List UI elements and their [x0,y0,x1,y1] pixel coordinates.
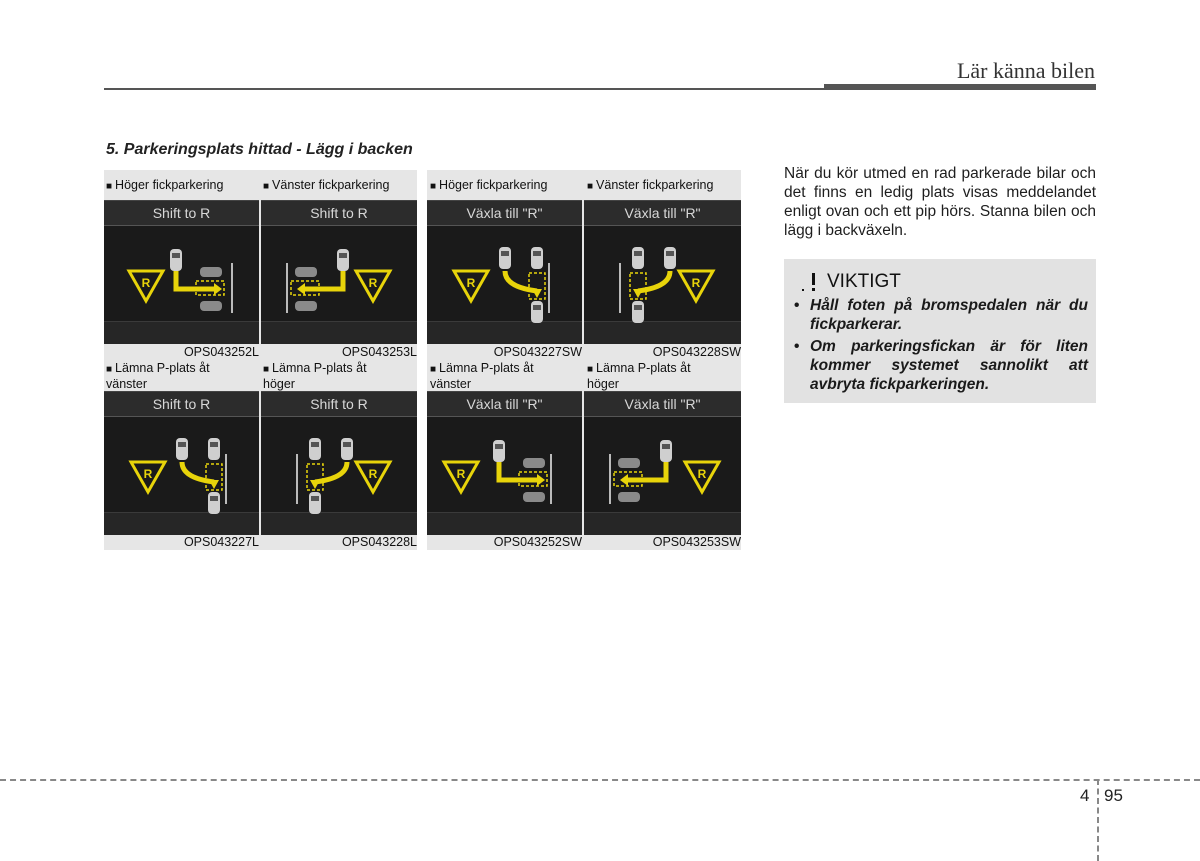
parking-guide-graphic [584,392,741,535]
figure-code: OPS043227SW [493,345,582,359]
display-screen [261,200,417,344]
screen-message: Växla till "R" [466,396,543,412]
screen-message: Växla till "R" [624,396,701,412]
screen-message: Växla till "R" [466,205,543,221]
screen-message: Växla till "R" [624,205,701,221]
warning-list [792,296,1088,397]
figure-code: OPS043252L [183,345,259,359]
parking-guide-graphic [427,201,582,344]
screen-message: Shift to R [310,396,368,412]
figure-code: OPS043227L [183,535,259,549]
warning-item: • Om parkeringsfickan är för liten kommer systemet sannolikt att avbryta fickparkeringen. [794,338,1088,393]
warning-box [784,259,1096,403]
panel-caption: ■ Höger fickparkering [106,178,224,192]
page-number: 95 [1104,786,1123,805]
header-rule [104,88,1096,90]
parking-guide-graphic [427,392,582,535]
footer-rule [0,779,1200,781]
screen-message: Shift to R [310,205,368,221]
parking-guide-graphic [104,392,259,535]
svg-text:R: R [143,467,153,481]
display-screen [427,391,582,535]
figure-code: OPS043253L [341,345,417,359]
warning-heading: VIKTIGT [827,271,901,292]
figure-code: OPS043253SW [652,535,741,549]
svg-text:R: R [368,467,378,481]
parking-guide-graphic [261,392,417,535]
screen-message: Shift to R [152,396,211,412]
display-screen [584,200,741,344]
panel-caption: ■ Lämna P-plats åt höger [263,361,367,391]
svg-text:R: R [368,276,378,290]
display-screen [104,391,259,535]
display-screen [261,391,417,535]
figure-code: OPS043228L [341,535,417,549]
panel-caption: ■ Lämna P-plats åt vänster [430,361,534,391]
figure-code: OPS043228SW [652,345,741,359]
panel-caption: ■ Lämna P-plats åt höger [587,361,691,391]
panel-caption: ■ Vänster fickparkering [587,178,714,192]
display-screen [427,200,582,344]
body-paragraph: När du kör utmed en rad parkerade bilar och det finns en ledig plats visas meddelandet enligt ovan och ett pip hörs. Stanna bilen och lägg i backväxeln. [784,165,1096,239]
panel-caption: ■ Vänster fickparkering [263,178,390,192]
figure-code: OPS043252SW [493,535,582,549]
footer-divider [1097,779,1099,861]
warning-item: • Håll foten på bromspedalen när du fickparkerar. [794,297,1088,333]
svg-text:R: R [466,276,476,290]
warning-icon [798,271,820,293]
panel-caption: ■ Höger fickparkering [430,178,548,192]
svg-text:R: R [697,467,707,481]
screen-message: Shift to R [152,205,211,221]
svg-text:R: R [691,276,701,290]
svg-text:R: R [141,276,151,290]
panel-caption: ■ Lämna P-plats åt vänster [106,361,210,391]
display-screen [104,200,259,344]
chapter-title: Lär känna bilen [956,58,1095,83]
section-title: 5. Parkeringsplats hittad - Lägg i backen [106,141,413,158]
parking-guide-graphic [584,201,741,344]
chapter-number: 4 [1080,786,1090,805]
display-screen [584,391,741,535]
parking-guide-graphic [104,201,259,344]
svg-text:R: R [456,467,466,481]
parking-guide-graphic [261,201,417,344]
